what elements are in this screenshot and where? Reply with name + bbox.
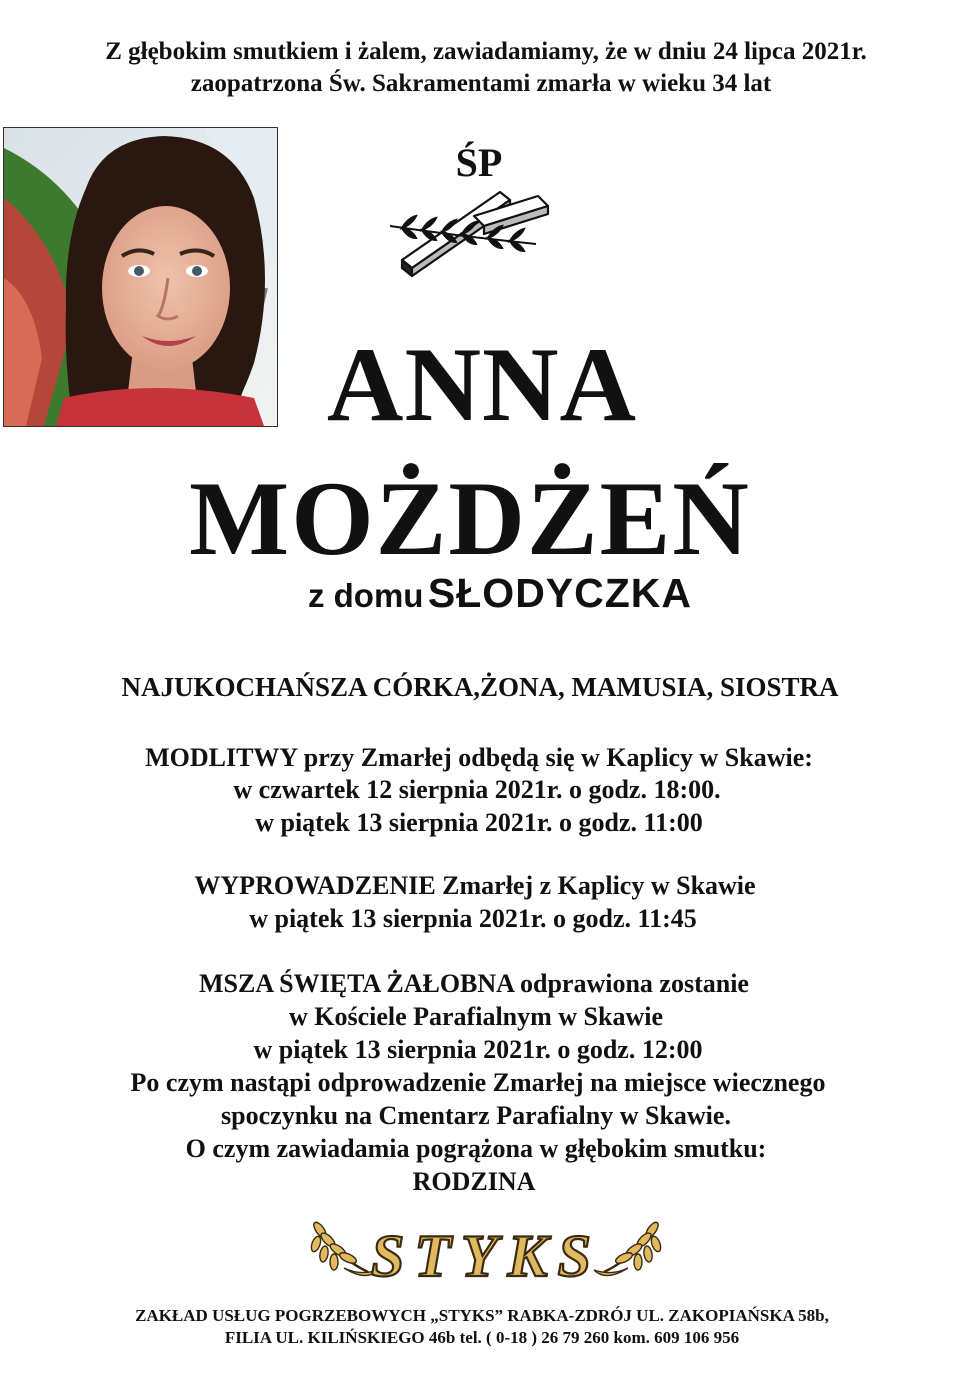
footer-contact-line: FILIA UL. KILIŃSKIEGO 46b tel. ( 0-18 ) 26 79 260 kom. 609 106 956 — [224, 1328, 740, 1347]
deceased-first-name: ANNA — [326, 326, 638, 443]
departure-location: Zmarłej z Kaplicy w Skawie — [435, 871, 756, 900]
family-notice: O czym zawiadamia pogrążona w głębokim smutku: — [185, 1134, 767, 1163]
intro-line-2: zaopatrzona Św. Sakramentami zmarła w wieku 34 lat — [190, 70, 772, 97]
prayers-time-2: w piątek 13 sierpnia 2021r. o godz. 11:00 — [255, 808, 703, 837]
burial-line-1: Po czym nastąpi odprowadzenie Zmarłej na miejsce wiecznego — [130, 1068, 826, 1097]
styks-logo-text: STYKS — [370, 1223, 602, 1289]
departure-heading — [0, 870, 961, 902]
burial-line-2: spoczynku na Cmentarz Parafialny w Skawie. — [221, 1101, 731, 1130]
prayers-location: przy Zmarłej odbędą się w Kaplicy w Skawie: — [297, 743, 813, 772]
prayers-time-1: w czwartek 12 sierpnia 2021r. o godz. 18:00. — [233, 775, 721, 804]
family-signature: RODZINA — [412, 1167, 536, 1196]
mass-heading — [0, 968, 960, 1000]
prayers-heading — [0, 742, 965, 774]
mass-title: MSZA ŚWIĘTA ŻAŁOBNA — [199, 969, 514, 998]
departure-time: w piątek 13 sierpnia 2021r. o godz. 11:45 — [249, 904, 697, 933]
maiden-prefix: z domu — [307, 577, 424, 614]
sp-heading: ŚP — [455, 140, 503, 185]
portrait-photo — [3, 127, 278, 427]
maiden-surname: SŁODYCZKA — [427, 570, 693, 616]
mass-time: w piątek 13 sierpnia 2021r. o godz. 12:00 — [253, 1035, 703, 1064]
prayers-title: MODLITWY — [145, 743, 298, 772]
intro-line-1: Z głębokim smutkiem i żalem, zawiadamiamy, że w dniu 24 lipca 2021r. — [105, 38, 867, 65]
mass-note: odprawiona zostanie — [513, 969, 749, 998]
right-wheat-icon — [594, 1220, 662, 1275]
left-wheat-icon — [310, 1220, 378, 1275]
epithet: NAJUKOCHAŃSZA CÓRKA,ŻONA, MAMUSIA, SIOSTRA — [121, 672, 839, 702]
styks-logo — [308, 1210, 664, 1302]
footer-address-line: ZAKŁAD USŁUG POGRZEBOWYCH „STYKS” RABKA-ZDRÓJ UL. ZAKOPIAŃSKA 58b, — [135, 1306, 829, 1325]
maiden-name-line — [190, 570, 810, 617]
mass-location: w Kościele Parafialnym w Skawie — [288, 1002, 664, 1031]
cross-icon — [388, 186, 560, 281]
departure-title: WYPROWADZENIE — [194, 871, 436, 900]
deceased-last-name: MOŻDŻEŃ — [189, 460, 751, 577]
